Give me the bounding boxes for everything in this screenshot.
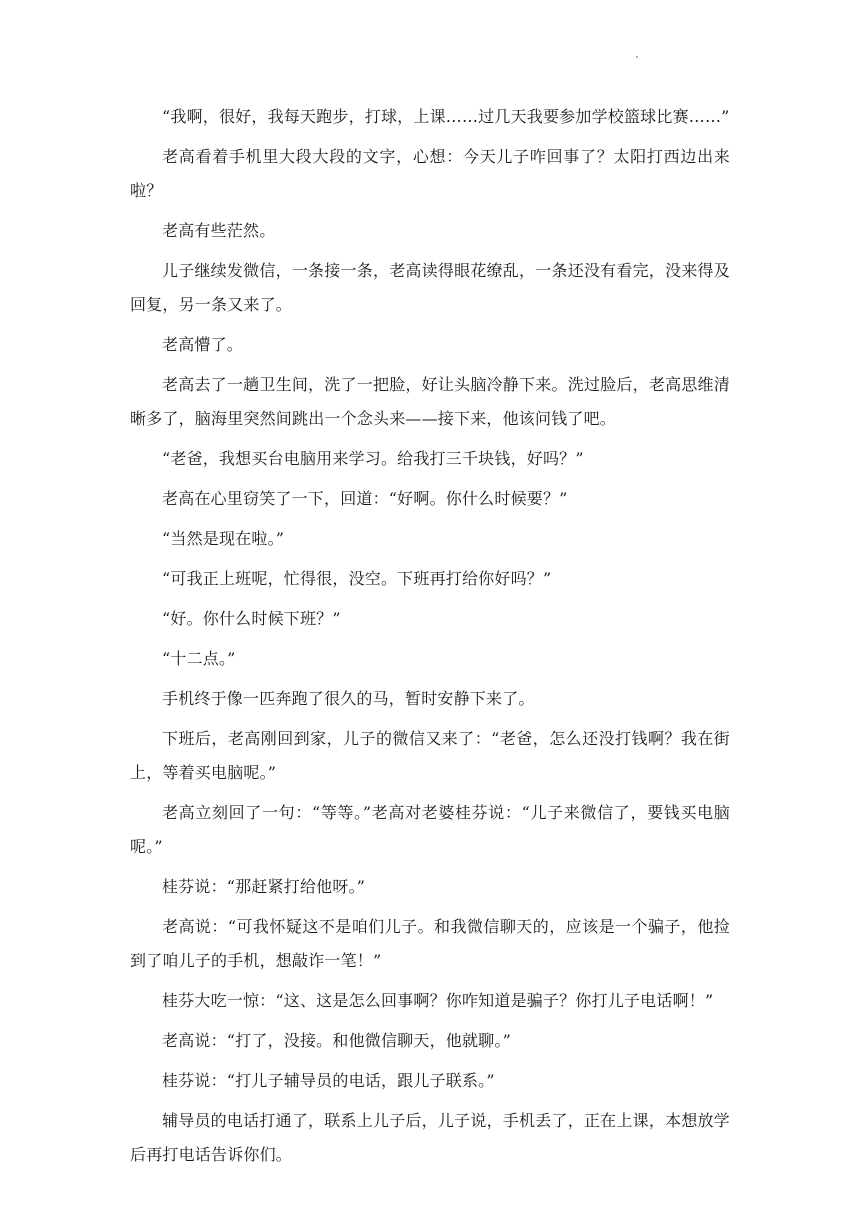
paragraph: 老高在心里窃笑了一下，回道：“好啊。你什么时候要？” [162,489,568,508]
paragraph: 老高有些茫然。 [162,221,276,240]
paragraph: 桂芬大吃一惊：“这、这是怎么回事啊？你咋知道是骗子？你打儿子电话啊！” [162,991,714,1010]
paragraph: 手机终于像一匹奔跑了很久的马，暂时安静下来了。 [162,689,535,708]
paragraph: 桂芬说：“那赶紧打给他呀。” [162,877,366,896]
paragraph: 桂芬说：“打儿子辅导员的电话，跟儿子联系。” [162,1071,495,1090]
paragraph: “老爸，我想买台电脑用来学习。给我打三千块钱，好吗？” [162,449,584,468]
paragraph: “十二点。” [162,649,236,668]
paragraph: 老高说：“可我怀疑这不是咱们儿子。和我微信聊天的，应该是一个骗子，他捡到了咱儿子的手机，想敲诈一笔！” [130,917,730,970]
paragraph: 辅导员的电话打通了，联系上儿子后，儿子说，手机丢了，正在上课，本想放学后再打电话告诉你们。 [130,1111,730,1164]
paragraph: “好。你什么时候下班？” [162,609,341,628]
paragraph: 老高立刻回了一句：“等等。”老高对老婆桂芬说：“儿子来微信了，要钱买电脑呢。” [130,803,730,856]
paragraph: “我啊，很好，我每天跑步，打球，上课……过几天我要参加学校篮球比赛……” [162,107,730,126]
paragraph: 下班后，老高刚回到家，儿子的微信又来了：“老爸，怎么还没打钱啊？我在街上，等着买电脑呢。” [130,729,730,782]
paragraph: 老高看着手机里大段大段的文字，心想：今天儿子咋回事了？太阳打西边出来啦？ [130,147,730,200]
paragraph: 老高懵了。 [162,335,244,354]
paragraph: 老高去了一趟卫生间，洗了一把脸，好让头脑冷静下来。洗过脸后，老高思维清晰多了，脑海里突然间跳出一个念头来——接下来，他该问钱了吧。 [130,375,730,428]
paragraph: “可我正上班呢，忙得很，没空。下班再打给你好吗？” [162,569,552,588]
paragraph: “当然是现在啦。” [162,529,285,548]
story-body [130,100,730,1178]
header-dot [636,56,638,58]
paragraph: 老高说：“打了，没接。和他微信聊天，他就聊。” [162,1031,511,1050]
paragraph: 儿子继续发微信，一条接一条，老高读得眼花缭乱，一条还没有看完，没来得及回复，另一条又来了。 [130,261,730,314]
